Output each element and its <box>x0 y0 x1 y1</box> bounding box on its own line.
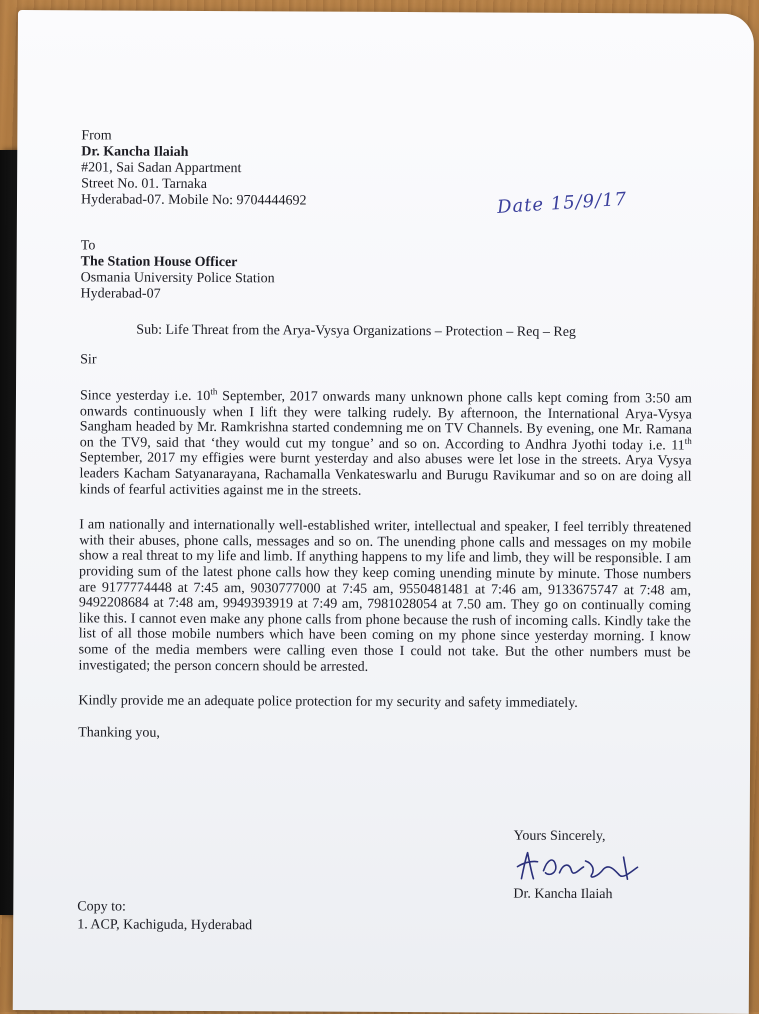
signatory-name: Dr. Kancha Ilaiah <box>513 886 613 903</box>
sender-address-line2: Street No. 01. Tarnaka <box>81 176 208 192</box>
paragraph-1-sup1: th <box>210 386 218 397</box>
paragraph-2: I am nationally and internationally well-established writer, intellectual and speaker, I feel terribly threatened with their abuses, phone calls, messages and so on. The unending phone calls and messages on my mobile show a real threat to my life and limb. If anything happens to my life and limb, they will be responsible. I am providing sum of the latest phone calls how they keep coming unending minute by minute. Those numbers are 9177774448 at 7:45 am, 9030777000 at 7:45 am, 9550481481 at 7:46 am, 9133675747 at 7:48 am, 9492208684 at 7:48 am, 9949393919 at 7:49 am, 7981028054 at 7.50 am. They go on continually coming like this. I cannot even make any phone calls from phone because the rush of incoming calls. Kindly take the list of all those mobile numbers which have been coming on my phone since yesterday morning. I know some of the media members were calling even those I could not take. But the other numbers must be investigated; the person concern should be arrested. <box>78 517 692 675</box>
paragraph-1 <box>79 388 692 500</box>
recipient-title: The Station House Officer <box>80 254 238 271</box>
signature-block <box>513 829 653 904</box>
paragraph-1-part1: Since yesterday i.e. 10 <box>79 388 211 405</box>
recipient-line2: Hyderabad-07 <box>80 286 161 302</box>
signature-scribble-icon <box>513 849 653 886</box>
paragraph-1-sup2: th <box>684 435 692 446</box>
handwritten-date: Date 15/9/17 <box>496 188 628 219</box>
sender-name: Dr. Kancha Ilaiah <box>81 144 189 160</box>
sender-address-line1: #201, Sai Sadan Appartment <box>81 160 242 177</box>
paragraph-1-part3: September, 2017 my effigies were burnt yesterday and also abuses were let lose in the streets. Arya Vysya leaders Kacham Satyanarayana, Rachamalla Venkateswarlu and Burugu Ravikumar and so on are doing all kinds of fearful activities against me in the streets. <box>79 450 692 499</box>
paragraph-1-part2: September, 2017 onwards many unknown phone calls kept coming from 3:50 am onwards continuously when I lift they were talking rudely. By afternoon, the International Arya-Vysya Sangham headed by Mr. Ramkrishna started condemning me on TV Channels. By evening, one Mr. Ramana on the TV9, said that ‘they would cut my tongue’ and so on. According to Andhra Jyothi today i.e. 11 <box>79 389 693 454</box>
salutation: Sir <box>80 352 97 368</box>
copy-to-block <box>77 898 252 935</box>
letter-body <box>78 128 693 744</box>
copy-to-label: Copy to: <box>77 899 126 915</box>
from-label: From <box>81 128 112 144</box>
thanking-line: Thanking you, <box>78 725 160 741</box>
recipient-line1: Osmania University Police Station <box>80 270 275 287</box>
copy-to-item: 1. ACP, Kachiguda, Hyderabad <box>77 917 253 934</box>
sender-address-line3: Hyderabad-07. Mobile No: 9704444692 <box>80 192 307 209</box>
to-label: To <box>80 238 96 254</box>
subject-line: Sub: Life Threat from the Arya-Vysya Organizations – Protection – Req – Reg <box>136 322 576 340</box>
paragraph-3: Kindly provide me an adequate police protection for my security and safety immediately. <box>78 693 578 712</box>
closing-yours-sincerely: Yours Sincerely, <box>513 828 606 845</box>
recipient-block <box>80 238 692 305</box>
letter-page <box>13 10 754 1014</box>
